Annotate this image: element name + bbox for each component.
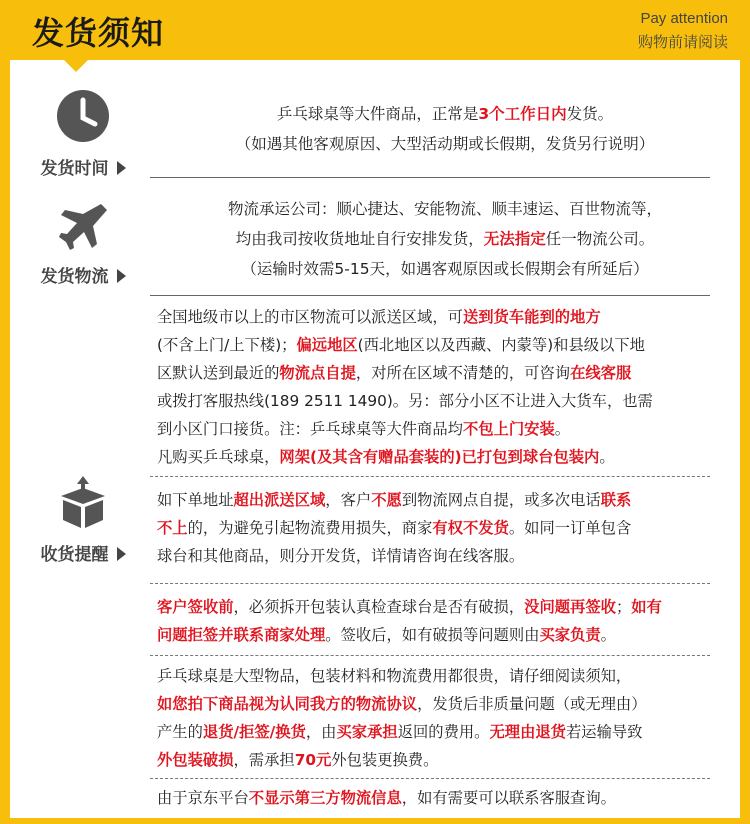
block5-line-1 — [157, 784, 735, 812]
time-label-text: 发货时间 — [40, 159, 109, 179]
highlight: 客户签收前 — [157, 598, 234, 616]
highlight: 如您拍下商品视为认同我方的物流协议 — [157, 695, 418, 713]
side-label-receive — [18, 540, 148, 565]
logistics-line-3: （运输时效需5-15天，如遇客观原因或长假期会有所延后） — [241, 260, 649, 278]
divider — [150, 778, 710, 779]
highlight: 不包上门安装 — [462, 420, 555, 438]
highlight: 偏远地区 — [296, 336, 358, 354]
section-logistics — [150, 194, 740, 284]
notice-block-return — [157, 662, 735, 774]
text: 到物流网点自提，或多次电话 — [401, 491, 601, 509]
side-time — [18, 88, 148, 179]
pay-attention-cn: 购物前请阅读 — [637, 33, 728, 51]
highlight: 不愿 — [371, 491, 402, 509]
highlight: 退货/拒签/换货 — [202, 723, 306, 741]
text: (西北地区以及西藏、内蒙等)和县级以下地 — [357, 336, 645, 354]
text: 。 — [599, 448, 615, 466]
header — [0, 0, 750, 60]
highlight: 问题拒签并联系商家处理 — [157, 626, 326, 644]
text: 全国地级市以上的市区物流可以派送区域，可 — [157, 308, 463, 326]
block4-line-2 — [157, 690, 735, 718]
text: 。 — [600, 626, 616, 644]
block1-line-4: 或拨打客服热线(189 2511 1490)。另：部分小区不让进入大货车，也需 — [157, 392, 653, 410]
highlight: 如有 — [631, 598, 662, 616]
text: 均由我司按收货地址自行安排发货， — [235, 230, 484, 248]
highlight: 无理由退货 — [489, 723, 566, 741]
block2-line-3: 球台和其他商品，则分开发货，详情请咨询在线客服。 — [157, 547, 525, 565]
text: ，发货后非质量问题（或无理由） — [417, 695, 647, 713]
text: 任一物流公司。 — [545, 230, 655, 248]
logistics-line-2 — [150, 224, 740, 254]
text: 区默认送到最近的 — [157, 364, 280, 382]
side-label-logistics — [18, 262, 148, 287]
time-line-1 — [150, 99, 740, 129]
divider — [150, 655, 710, 656]
highlight: 买家负责 — [539, 626, 601, 644]
text: ，客户 — [325, 491, 372, 509]
clock-icon — [55, 88, 111, 144]
header-notch — [62, 58, 90, 72]
text: ，如有需要可以联系客服查询。 — [401, 789, 616, 807]
block4-line-4 — [157, 746, 735, 774]
text: (不含上门/上下楼)； — [157, 336, 297, 354]
notice-block-out-of-range — [157, 486, 735, 570]
highlight: 没问题再签收 — [524, 598, 616, 616]
text: 产生的 — [157, 723, 203, 741]
text: 。 — [554, 420, 571, 438]
highlight: 3个工作日内 — [478, 105, 567, 123]
text: ，需承担 — [233, 751, 295, 769]
highlight: 不显示第三方物流信息 — [248, 789, 402, 807]
text: 发货。 — [566, 105, 614, 123]
text: 到小区门口接货。注：乒乓球桌等大件商品均 — [157, 420, 463, 438]
block3-line-2 — [157, 621, 735, 649]
block2-line-2 — [157, 514, 735, 542]
block1-line-6 — [157, 443, 735, 471]
arrow-right-icon — [117, 161, 126, 175]
divider — [150, 295, 710, 296]
highlight: 在线客服 — [570, 364, 632, 382]
side-receive — [18, 474, 148, 565]
block1-line-2 — [157, 331, 735, 359]
block4-line-3 — [157, 718, 735, 746]
text: ，由 — [305, 723, 337, 741]
text: 如下单地址 — [157, 491, 234, 509]
logistics-line-1: 物流承运公司：顺心捷达、安能物流、顺丰速运、百世物流等， — [227, 200, 662, 218]
notice-block-sign — [157, 593, 735, 649]
notice-block-tracking — [157, 784, 735, 812]
logistics-label-text: 发货物流 — [40, 267, 109, 287]
highlight: 买家承担 — [336, 723, 398, 741]
highlight: 外包装破损 — [157, 751, 234, 769]
block2-line-1 — [157, 486, 735, 514]
text: 返回的费用。 — [397, 723, 490, 741]
text: ，对所在区域不清楚的，可咨询 — [355, 364, 571, 382]
section-delivery-time — [150, 99, 740, 159]
text: ； — [615, 598, 632, 616]
highlight: 送到货车能到的地方 — [462, 308, 601, 326]
block1-line-1 — [157, 303, 735, 331]
highlight: 网架(及其含有赠品套装的)已打包到球台包装内 — [279, 448, 600, 466]
time-line-2: （如遇其他客观原因、大型活动期或长假期，发货另行说明） — [235, 135, 655, 153]
text: 若运输导致 — [565, 723, 643, 741]
page-title: 发货须知 — [32, 14, 165, 52]
pay-attention-en: Pay attention — [640, 10, 728, 27]
side-logistics — [18, 196, 148, 287]
divider — [150, 583, 710, 584]
divider — [150, 476, 710, 477]
text: 乒乓球桌等大件商品，正常是 — [276, 105, 479, 123]
text: 凡购买乒乓球桌， — [157, 448, 280, 466]
highlight: 不上 — [157, 519, 188, 537]
block4-line-1: 乒乓球桌是大型物品，包装材料和物流费用都很贵，请仔细阅读须知， — [157, 667, 632, 685]
arrow-right-icon — [117, 269, 126, 283]
text: ，必须拆开包装认真检查球台是否有破损， — [233, 598, 525, 616]
text: 。如同一订单包含 — [508, 519, 632, 537]
highlight: 物流点自提 — [279, 364, 356, 382]
text: 。签收后，如有破损等问题则由 — [325, 626, 540, 644]
divider — [150, 177, 710, 178]
highlight: 联系 — [600, 491, 632, 509]
package-icon — [55, 474, 111, 530]
block3-line-1 — [157, 593, 735, 621]
highlight: 无法指定 — [483, 230, 546, 248]
receive-label-text: 收货提醒 — [40, 545, 109, 565]
notice-block-delivery-area — [157, 303, 735, 471]
side-label-time — [18, 154, 148, 179]
highlight: 有权不发货 — [432, 519, 509, 537]
arrow-right-icon — [117, 547, 126, 561]
block1-line-3 — [157, 359, 735, 387]
text: 由于京东平台 — [157, 789, 249, 807]
highlight: 超出派送区域 — [233, 491, 326, 509]
highlight: 70元 — [294, 751, 332, 769]
text: 的，为避免引起物流费用损失，商家 — [187, 519, 433, 537]
block1-line-5 — [157, 415, 735, 443]
airplane-icon — [55, 196, 111, 252]
text: 外包装更换费。 — [331, 751, 439, 769]
